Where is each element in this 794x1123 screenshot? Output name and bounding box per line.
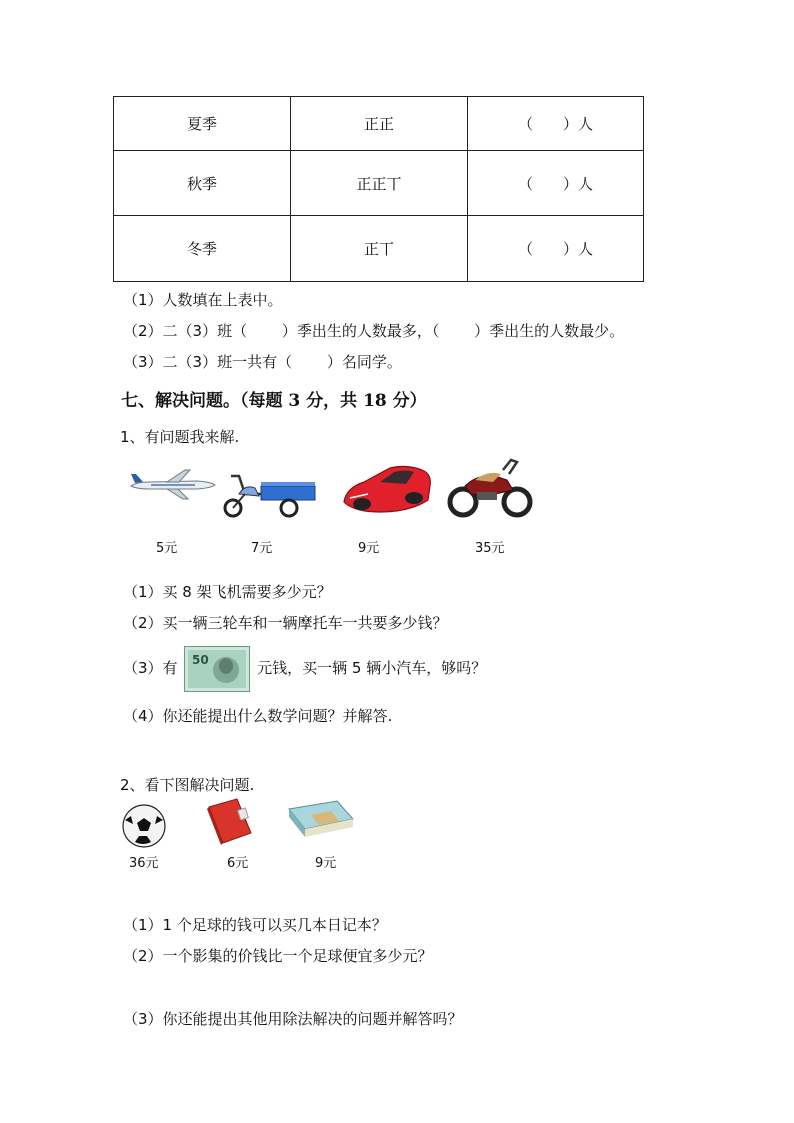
question-7-2-3: （3）你还能提出其他用除法解决的问题并解答吗？ [123, 1010, 463, 1028]
banknote-icon [184, 646, 250, 692]
price-label: 6元 [227, 856, 249, 871]
soccer-ball-icon [121, 804, 167, 848]
question-text: （3）有 [123, 659, 178, 677]
question-text: 元钱，买一辆 5 辆小汽车，够吗？ [257, 659, 487, 677]
price-label: 5元 [156, 541, 178, 556]
notebook-icon [203, 797, 255, 847]
question-6-2: （2）二（3）班（ ）季出生的人数最多，（ ）季出生的人数最少。 [123, 322, 625, 340]
tally-cell: 正丅 [291, 216, 468, 282]
section-heading: 七、解决问题。（每题 3 分，共 18 分） [121, 391, 427, 411]
tricycle-icon [219, 470, 319, 518]
count-cell: （ ）人 [468, 151, 644, 216]
price-label: 9元 [315, 856, 337, 871]
table-row [114, 151, 644, 216]
question-7-1-1: （1）买 8 架飞机需要多少元？ [123, 583, 332, 601]
problem-2-title: 2、看下图解决问题. [120, 776, 255, 794]
tally-cell: 正正 [291, 97, 468, 151]
question-6-3: （3）二（3）班一共有（ ）名同学。 [123, 353, 402, 371]
price-label: 7元 [251, 541, 273, 556]
tally-table [113, 96, 644, 282]
question-7-2-2: （2）一个影集的价钱比一个足球便宜多少元？ [123, 947, 433, 965]
price-label: 9元 [358, 541, 380, 556]
photo-album-icon [287, 799, 355, 839]
banknote-value: 50 [192, 652, 210, 667]
motorcycle-icon [447, 456, 533, 518]
season-cell: 秋季 [114, 151, 291, 216]
price-label: 35元 [475, 541, 505, 556]
season-cell: 冬季 [114, 216, 291, 282]
tally-cell: 正正丅 [291, 151, 468, 216]
problem-1-title: 1、有问题我来解. [120, 428, 240, 446]
question-7-1-2: （2）买一辆三轮车和一辆摩托车一共要多少钱？ [123, 614, 448, 632]
table-row [114, 216, 644, 282]
question-7-2-1: （1）1 个足球的钱可以买几本日记本？ [123, 916, 387, 934]
count-cell: （ ）人 [468, 97, 644, 151]
question-7-1-3 [123, 645, 486, 692]
sports-car-icon [340, 460, 435, 518]
season-cell: 夏季 [114, 97, 291, 151]
airplane-icon [127, 466, 217, 502]
question-7-1-4: （4）你还能提出什么数学问题？并解答. [123, 707, 393, 725]
count-cell: （ ）人 [468, 216, 644, 282]
table-row [114, 97, 644, 151]
question-6-1: （1）人数填在上表中。 [123, 291, 283, 309]
price-label: 36元 [129, 856, 159, 871]
